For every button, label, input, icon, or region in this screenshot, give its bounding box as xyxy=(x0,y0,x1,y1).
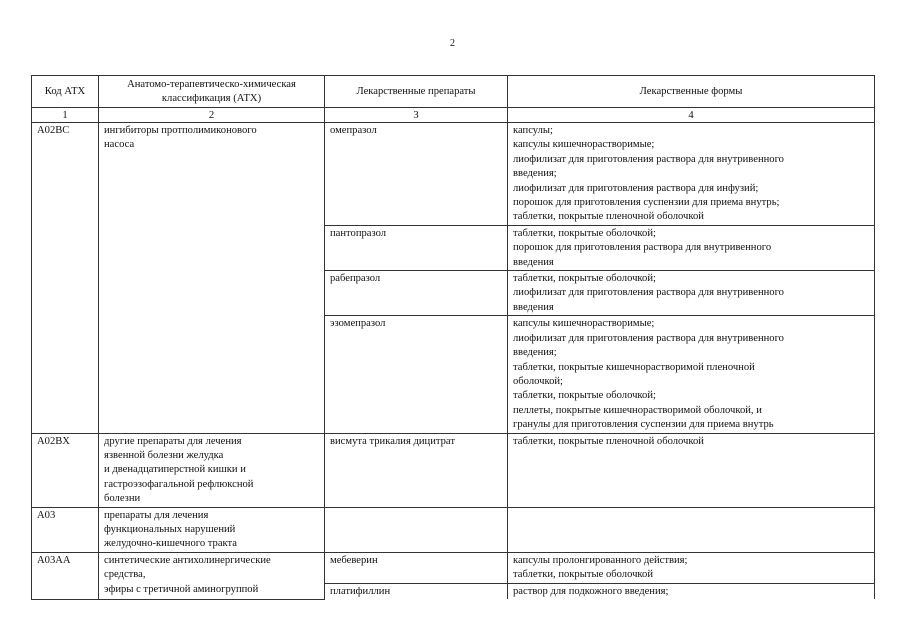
drug-name: висмута трикалия дицитрат xyxy=(325,433,508,507)
atx-code: A02BC xyxy=(32,123,99,434)
dosage-form: введения; xyxy=(513,347,557,359)
header-forms: Лекарственные формы xyxy=(508,76,875,108)
table-row xyxy=(32,507,875,552)
drug-forms xyxy=(508,225,875,270)
dosage-form: оболочкой; xyxy=(513,375,563,387)
drug-name xyxy=(325,507,508,552)
drug-forms xyxy=(508,271,875,316)
dosage-form: таблетки, покрытые пленочной оболочкой xyxy=(513,435,704,447)
table-row xyxy=(32,433,875,507)
classification-line: желудочно-кишечного тракта xyxy=(104,538,237,550)
column-number: 2 xyxy=(99,108,325,123)
header-classification: Анатомо-терапевтическо-химическая классификация (АТХ) xyxy=(99,76,325,108)
drug-name: мебеверин xyxy=(325,552,508,583)
dosage-form: введения xyxy=(513,256,554,268)
dosage-form: гранулы для приготовления суспензии для приема внутрь xyxy=(513,419,774,431)
classification-line: синтетические антихолинергические xyxy=(104,554,271,566)
dosage-form: пеллеты, покрытые кишечнорастворимой оболочкой, и xyxy=(513,404,762,416)
drug-forms xyxy=(508,583,875,599)
atx-classification xyxy=(99,507,325,552)
header-drugs: Лекарственные препараты xyxy=(325,76,508,108)
drug-name: рабепразол xyxy=(325,271,508,316)
atx-code: A03 xyxy=(32,507,99,552)
dosage-form: введения; xyxy=(513,168,557,180)
column-number-row xyxy=(32,108,875,123)
dosage-form: таблетки, покрытые оболочкой; xyxy=(513,273,656,285)
dosage-form: порошок для приготовления раствора для внутривенного xyxy=(513,242,772,254)
classification-line: средства, xyxy=(104,569,146,581)
atx-classification xyxy=(99,433,325,507)
dosage-form: лиофилизат для приготовления раствора для внутривенного xyxy=(513,332,784,344)
table-row xyxy=(32,552,875,583)
dosage-form: введения xyxy=(513,301,554,313)
dosage-form: лиофилизат для приготовления раствора для внутривенного xyxy=(513,153,784,165)
atx-classification xyxy=(99,552,325,599)
classification-line: болезни xyxy=(104,493,141,505)
atx-code: A03AA xyxy=(32,552,99,599)
dosage-form: таблетки, покрытые кишечнорастворимой пленочной xyxy=(513,361,755,373)
dosage-form: лиофилизат для приготовления раствора для внутривенного xyxy=(513,287,784,299)
dosage-form: капсулы кишечнорастворимые; xyxy=(513,139,655,151)
classification-line: насоса xyxy=(104,139,135,151)
page-number: 2 xyxy=(450,38,455,49)
dosage-form: капсулы кишечнорастворимые; xyxy=(513,318,655,330)
drug-forms xyxy=(508,316,875,433)
dosage-form: таблетки, покрытые оболочкой; xyxy=(513,227,656,239)
classification-line: функциональных нарушений xyxy=(104,523,236,535)
drug-forms xyxy=(508,552,875,583)
classification-line: гастроэзофагальной рефлюксной xyxy=(104,478,254,490)
dosage-form: таблетки, покрытые оболочкой; xyxy=(513,390,656,402)
dosage-form: раствор для подкожного введения; xyxy=(513,585,669,597)
classification-line: препараты для лечения xyxy=(104,509,209,521)
drug-name: платифиллин xyxy=(325,583,508,599)
column-number: 3 xyxy=(325,108,508,123)
drug-name: пантопразол xyxy=(325,225,508,270)
atx-code: A02BX xyxy=(32,433,99,507)
atx-table xyxy=(31,75,875,600)
dosage-form: капсулы; xyxy=(513,125,553,136)
column-number: 1 xyxy=(32,108,99,123)
header-row xyxy=(32,76,875,108)
drug-forms xyxy=(508,123,875,226)
dosage-form: таблетки, покрытые оболочкой xyxy=(513,569,653,581)
drug-forms xyxy=(508,433,875,507)
classification-line: эфиры с третичной аминогруппой xyxy=(104,583,259,595)
classification-line: язвенной болезни желудка xyxy=(104,449,224,461)
classification-line: другие препараты для лечения xyxy=(104,435,242,447)
dosage-form: таблетки, покрытые пленочной оболочкой xyxy=(513,211,704,223)
atx-classification xyxy=(99,123,325,434)
dosage-form: порошок для приготовления суспензии для приема внутрь; xyxy=(513,197,780,209)
drug-name: эзомепразол xyxy=(325,316,508,433)
drug-name: омепразол xyxy=(325,123,508,226)
dosage-form: лиофилизат для приготовления раствора для инфузий; xyxy=(513,182,759,194)
table-row xyxy=(32,123,875,226)
column-number: 4 xyxy=(508,108,875,123)
drug-forms xyxy=(508,507,875,552)
header-code: Код АТХ xyxy=(32,76,99,108)
dosage-form: капсулы пролонгированного действия; xyxy=(513,554,688,566)
table-body xyxy=(32,123,875,600)
classification-line: и двенадцатиперстной кишки и xyxy=(104,464,246,476)
classification-line: ингибиторы протполимиконового xyxy=(104,125,257,136)
